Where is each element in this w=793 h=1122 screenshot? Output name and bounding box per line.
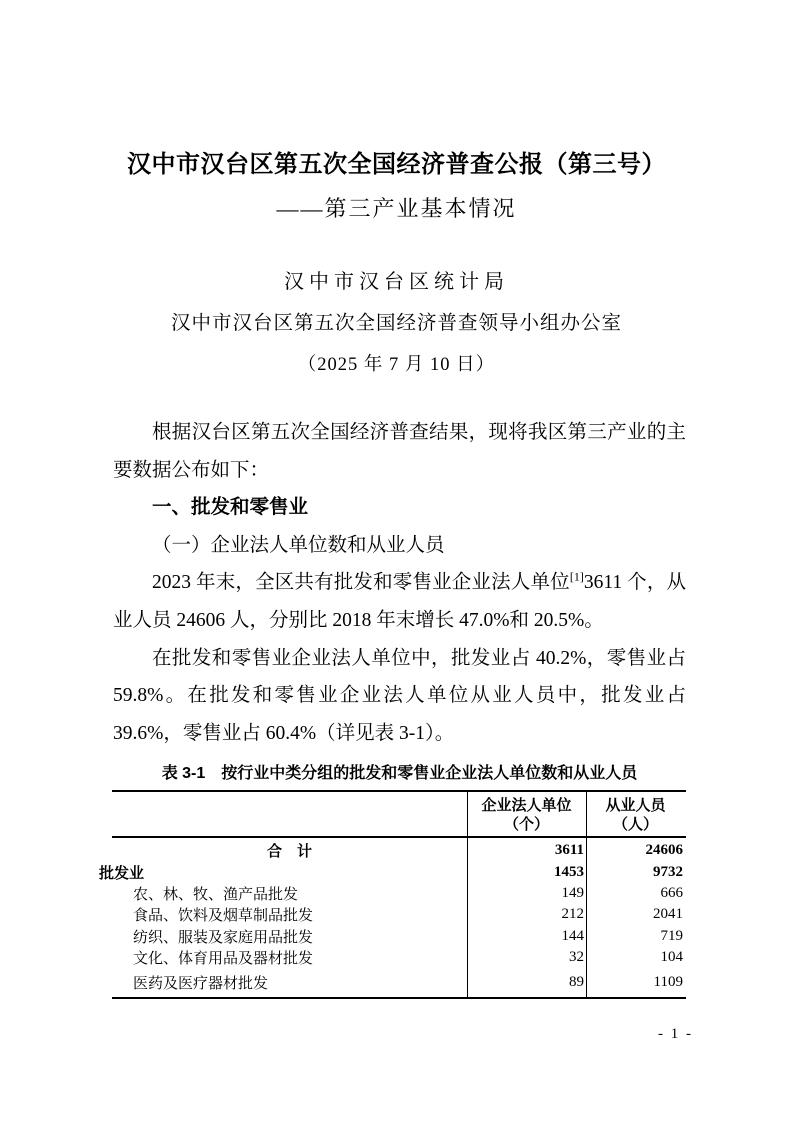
table-row-food-wholesale bbox=[112, 904, 686, 925]
table-row-wholesale bbox=[99, 861, 686, 882]
row-units-value: 89 bbox=[569, 973, 584, 990]
row-employees-value: 24606 bbox=[645, 842, 683, 859]
table-3-1 bbox=[99, 790, 686, 999]
row-units-value: 3611 bbox=[554, 842, 584, 859]
col-header-employees-line1: 从业人员 bbox=[605, 797, 666, 814]
document-subtitle: ——第三产业基本情况 bbox=[276, 196, 517, 221]
paragraph-shares: 在批发和零售业企业法人单位中，批发业占 40.2%，零售业占 59.8%。在批发和零售业企业法人单位从业人员中，批发业占 39.6%，零售业占 60.4%（详见表 3-1）。 bbox=[113, 647, 686, 744]
paragraph-units-count bbox=[113, 564, 686, 639]
col-header-category bbox=[112, 792, 467, 836]
table-row-medicine-wholesale bbox=[112, 971, 686, 992]
row-units-value: 212 bbox=[561, 906, 584, 923]
issuing-agency-line1: 汉中市汉台区统计局 bbox=[284, 271, 509, 293]
table-row-total bbox=[112, 840, 686, 861]
publish-date: （2025 年 7 月 10 日） bbox=[297, 355, 496, 375]
table-body bbox=[99, 838, 686, 997]
row-label: 批发业 bbox=[99, 864, 145, 882]
row-employees-value: 2041 bbox=[653, 906, 683, 923]
row-units-value: 149 bbox=[561, 884, 584, 901]
footnote-marker: [1] bbox=[569, 569, 584, 584]
col-header-legal-units bbox=[467, 792, 586, 836]
paragraph-intro: 根据汉台区第五次全国经济普查结果，现将我区第三产业的主要数据公布如下： bbox=[113, 422, 686, 481]
table-3-1-title: 表 3-1 按行业中类分组的批发和零售业企业法人单位数和从业人员 bbox=[161, 765, 638, 782]
table-row-culture-wholesale bbox=[112, 947, 686, 968]
row-label: 纺织、服装及家庭用品批发 bbox=[133, 929, 314, 946]
row-label: 食品、饮料及烟草制品批发 bbox=[133, 908, 314, 925]
paragraph-units-text-after: 3611 个，从业人员 24606 人，分别比 2018 年末增长 47.0%和 20.5%。 bbox=[113, 572, 686, 631]
row-employees-value: 104 bbox=[660, 949, 683, 966]
row-employees-value: 666 bbox=[660, 884, 683, 901]
row-label: 农、林、牧、渔产品批发 bbox=[133, 886, 299, 903]
row-label: 医药及医疗器材批发 bbox=[133, 975, 269, 992]
table-header-row bbox=[112, 792, 686, 838]
issuing-agency-line2: 汉中市汉台区第五次全国经济普查领导小组办公室 bbox=[170, 313, 622, 334]
table-row-textile-wholesale bbox=[112, 926, 686, 947]
section-heading-wholesale-retail: 一、批发和零售业 bbox=[152, 496, 309, 519]
col-header-employees bbox=[586, 792, 685, 836]
row-employees-value: 719 bbox=[660, 927, 683, 944]
table-row-agri-wholesale bbox=[112, 883, 686, 904]
col-header-employees-line2: （人） bbox=[612, 816, 658, 833]
row-label: 文化、体育用品及器材批发 bbox=[133, 951, 314, 968]
col-header-legal-units-line2: （个） bbox=[503, 816, 549, 833]
table-divider-col2-col3 bbox=[586, 792, 587, 997]
document-title: 汉中市汉台区第五次全国经济普查公报（第三号） bbox=[127, 151, 666, 178]
row-units-value: 1453 bbox=[554, 863, 584, 880]
document-body bbox=[113, 414, 686, 752]
row-label: 合 计 bbox=[266, 844, 312, 861]
row-employees-value: 1109 bbox=[653, 973, 683, 990]
row-employees-value: 9732 bbox=[653, 863, 683, 880]
row-units-value: 32 bbox=[569, 949, 584, 966]
paragraph-units-text-before: 2023 年末，全区共有批发和零售业企业法人单位 bbox=[152, 572, 570, 594]
row-units-value: 144 bbox=[561, 927, 584, 944]
subsection-heading-legal-units: （一）企业法人单位数和从业人员 bbox=[152, 534, 445, 556]
page-number: - 1 - bbox=[658, 1026, 693, 1042]
col-header-legal-units-line1: 企业法人单位 bbox=[481, 797, 572, 814]
table-divider-col1-col2 bbox=[467, 792, 468, 997]
